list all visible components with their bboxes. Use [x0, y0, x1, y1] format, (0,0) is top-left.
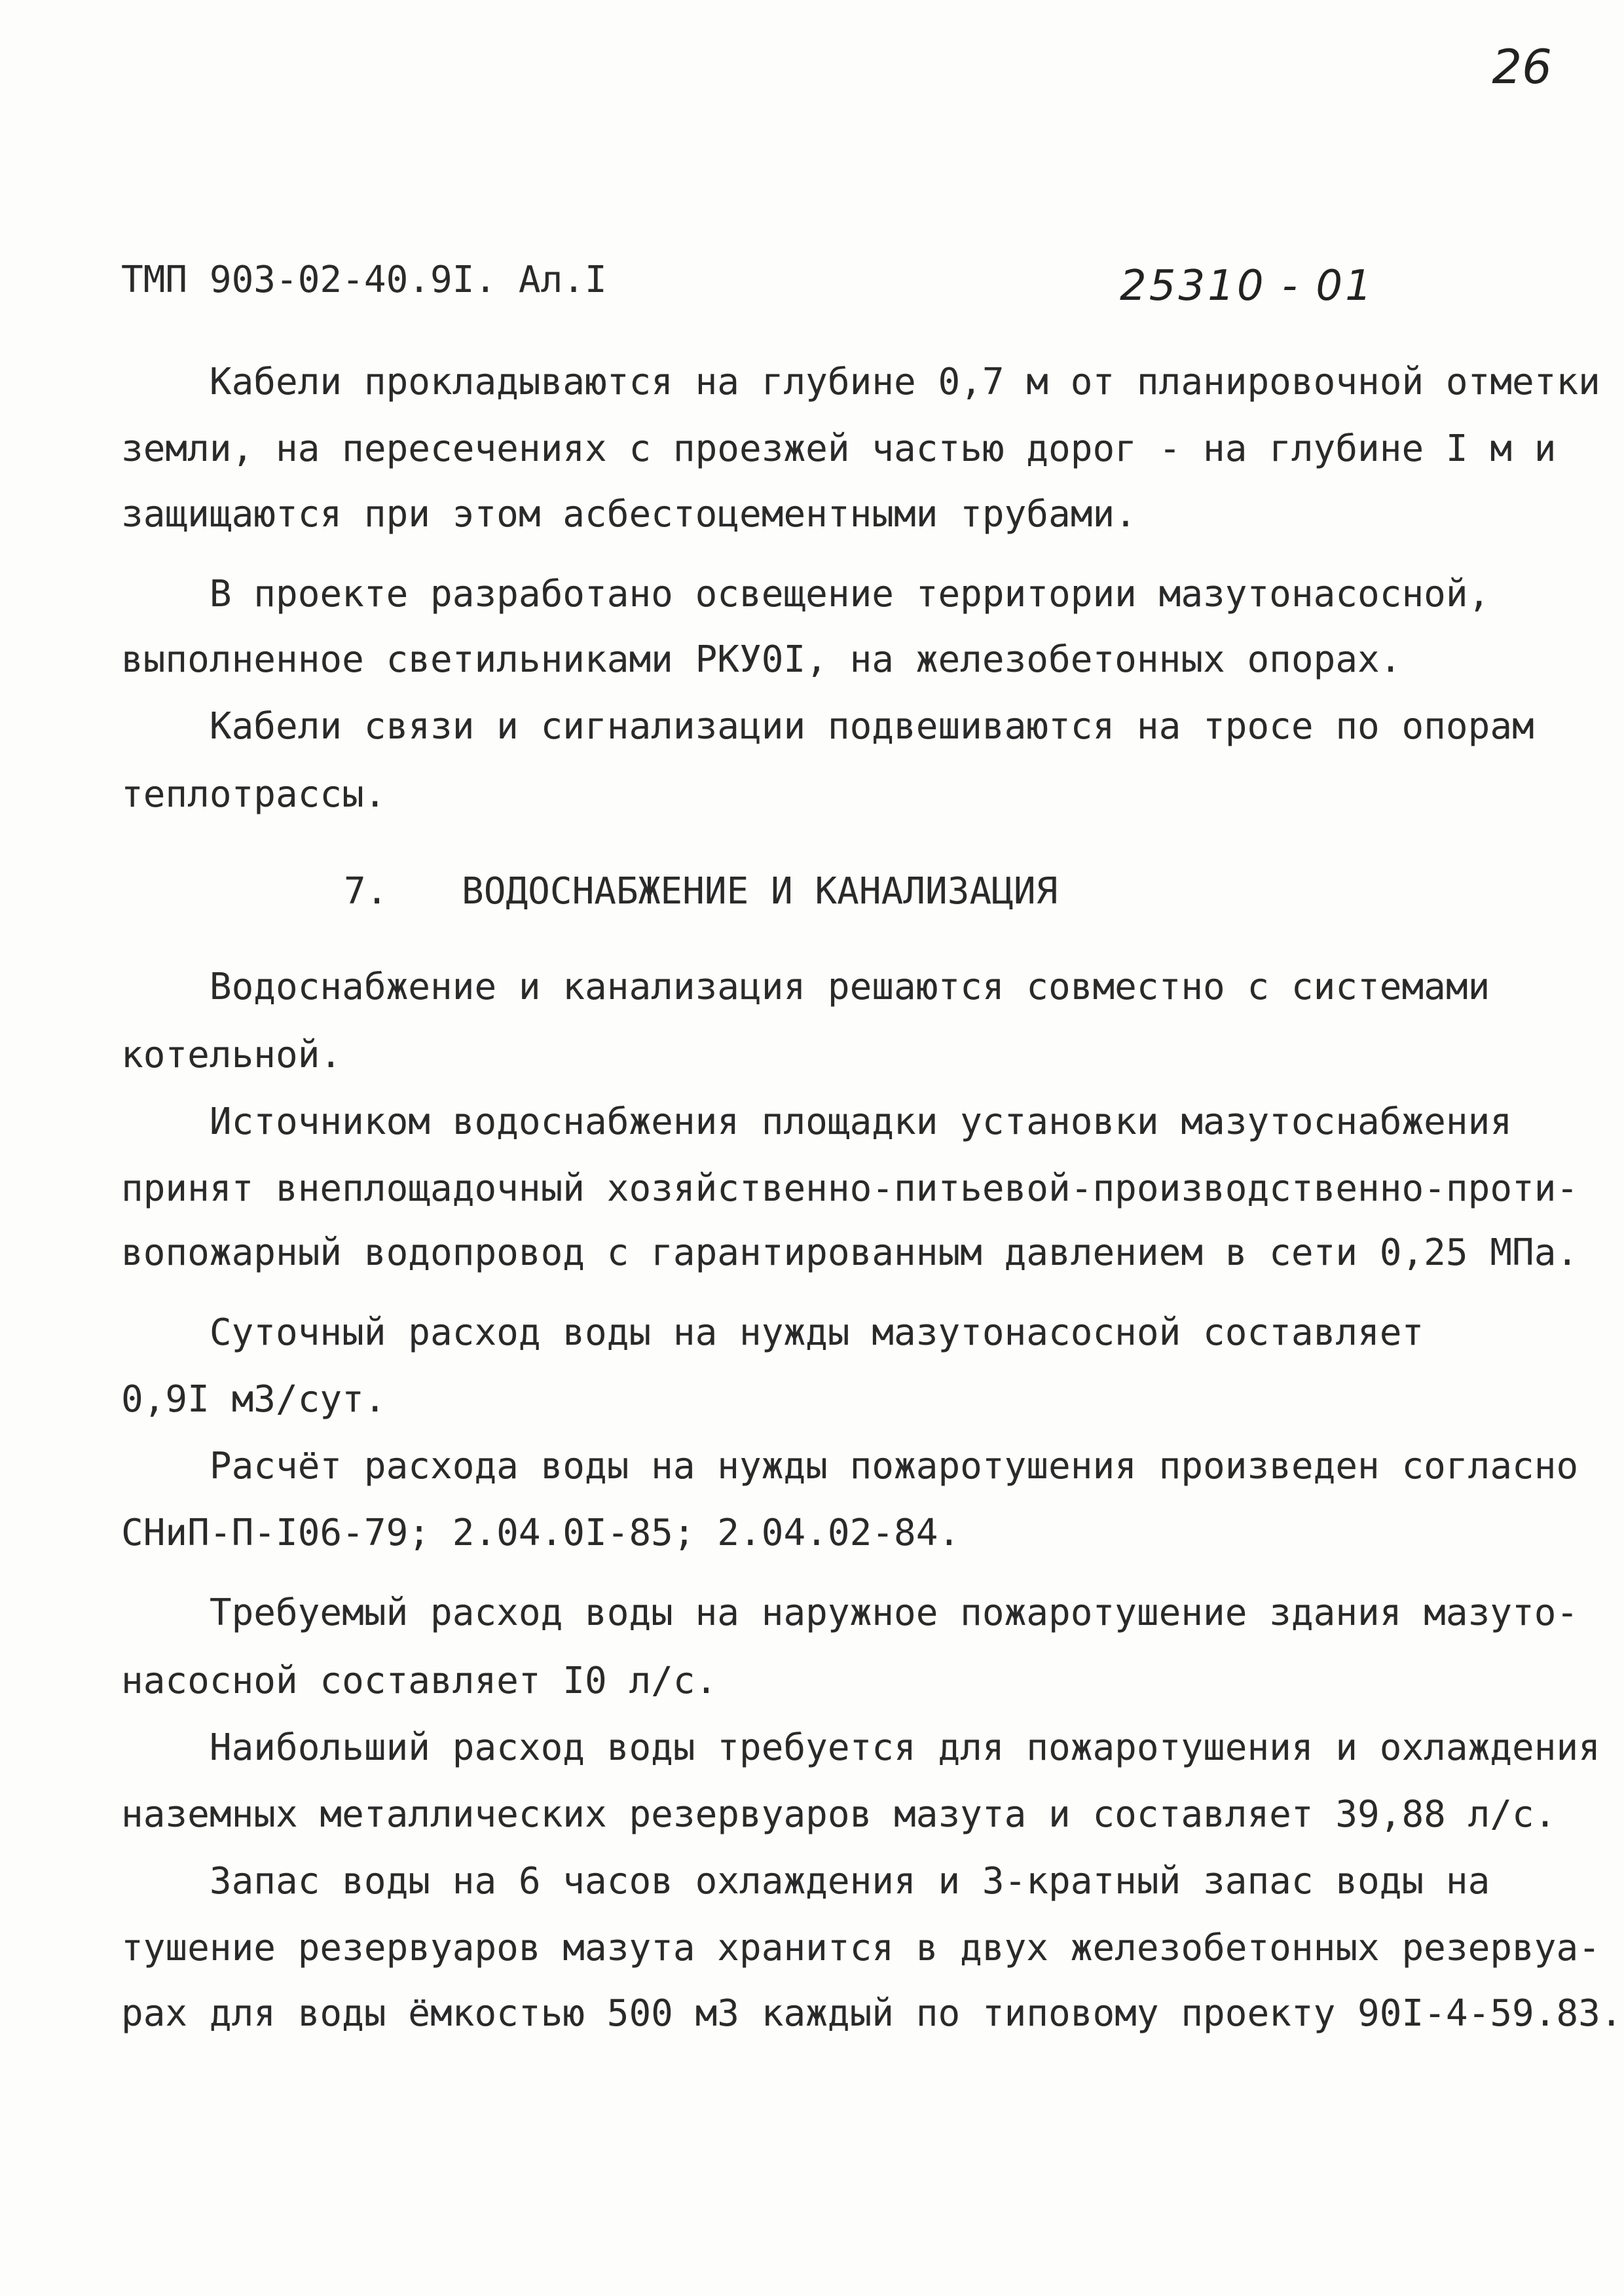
- text-line: вопожарный водопровод с гарантированным давлением в сети 0,25 МПа.: [121, 1231, 1579, 1274]
- text-line: земли, на пересечениях с проезжей частью дорог - на глубине I м и: [121, 428, 1557, 470]
- inventory-number: 25310 - 01: [1120, 262, 1375, 310]
- text-line: Кабели связи и сигнализации подвешиваются на тросе по опорам: [121, 705, 1534, 748]
- text-line: Запас воды на 6 часов охлаждения и 3-кратный запас воды на: [121, 1860, 1490, 1903]
- text-line: рах для воды ёмкостью 500 м3 каждый по типовому проекту 90I-4-59.83.: [121, 1992, 1623, 2035]
- text-line: Суточный расход воды на нужды мазутонасосной составляет: [121, 1311, 1424, 1354]
- text-line: Источником водоснабжения площадки установки мазутоснабжения: [121, 1101, 1513, 1143]
- text-line: насосной составляет I0 л/с.: [121, 1660, 718, 1702]
- text-line: 0,9I м3/сут.: [121, 1378, 386, 1421]
- text-line: СНиП-П-I06-79; 2.04.0I-85; 2.04.02-84.: [121, 1512, 961, 1554]
- section-title: ВОДОСНАБЖЕНИЕ И КАНАЛИЗАЦИЯ: [462, 870, 1058, 913]
- text-line: Требуемый расход воды на наружное пожаротушение здания мазуто-: [121, 1592, 1579, 1634]
- text-line: тушение резервуаров мазута хранится в двух железобетонных резервуа-: [121, 1927, 1600, 1969]
- text-line: Наибольший расход воды требуется для пожаротушения и охлаждения: [121, 1726, 1600, 1769]
- text-line: Расчёт расхода воды на нужды пожаротушения произведен согласно: [121, 1445, 1579, 1487]
- text-line: котельной.: [121, 1034, 342, 1076]
- text-line: Водоснабжение и канализация решаются совместно с системами: [121, 966, 1490, 1008]
- text-line: принят внеплощадочный хозяйственно-питьевой-производственно-проти-: [121, 1167, 1579, 1210]
- text-line: выполненное светильниками РКУ0I, на железобетонных опорах.: [121, 638, 1402, 681]
- text-line: наземных металлических резервуаров мазута и составляет 39,88 л/с.: [121, 1793, 1557, 1836]
- text-line: теплотрассы.: [121, 773, 386, 816]
- text-line: Кабели прокладываются на глубине 0,7 м от планировочной отметки: [121, 361, 1600, 403]
- text-line: В проекте разработано освещение территории мазутонасосной,: [121, 573, 1490, 615]
- doc-code: ТМП 903-02-40.9I. Ал.I: [121, 259, 607, 301]
- text-line: защищаются при этом асбестоцементными трубами.: [121, 493, 1137, 536]
- section-number: 7.: [344, 870, 388, 913]
- page-number: 26: [1492, 39, 1552, 94]
